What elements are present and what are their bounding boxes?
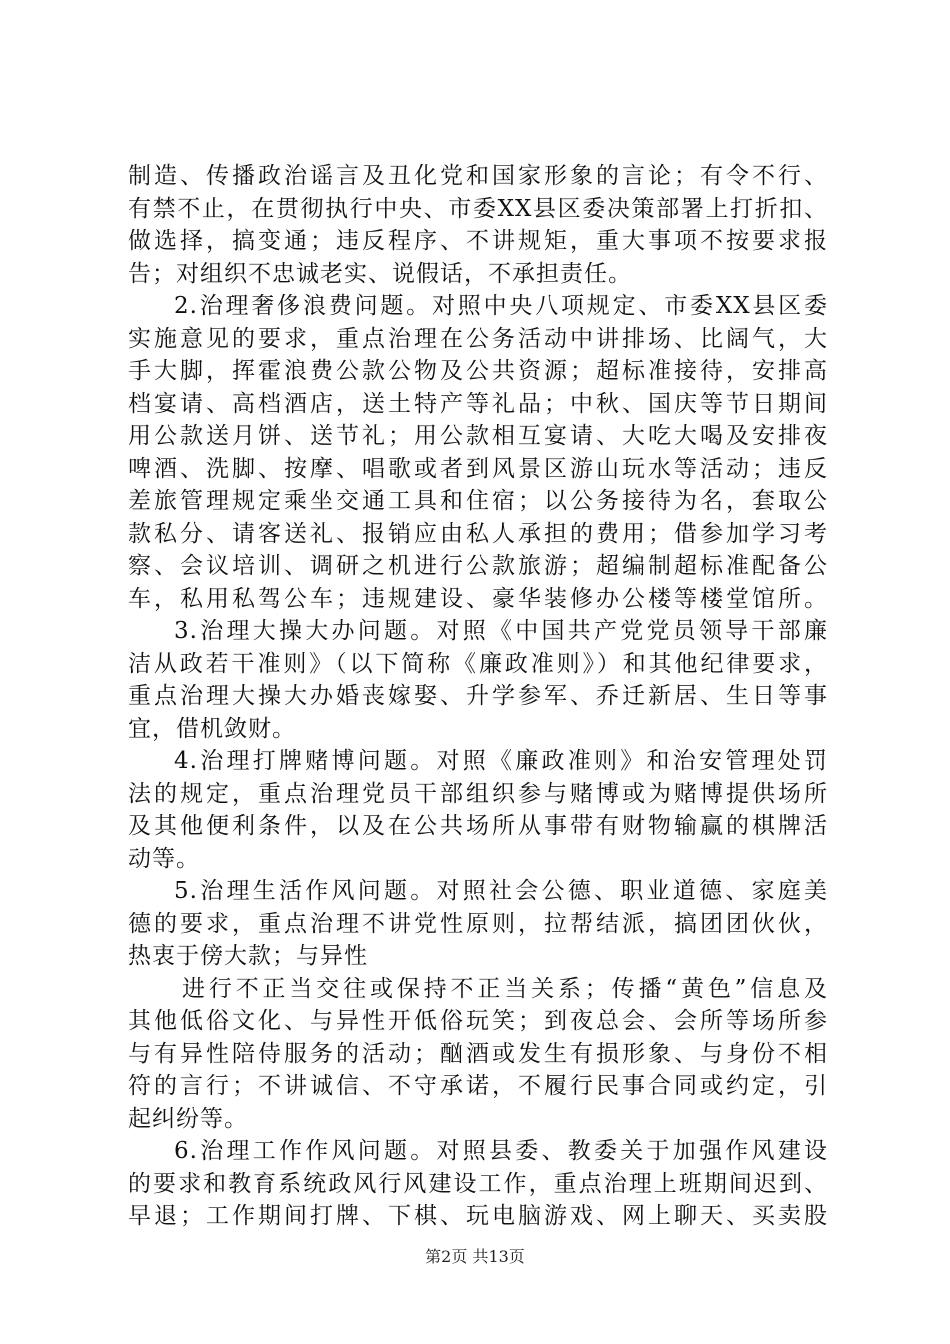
page-number-footer: 第2页 共13页 xyxy=(425,1247,525,1266)
text-line: 法的规定，重点治理党员干部组织参与赌博或为赌博提供场所 xyxy=(128,780,828,807)
text-line: 起纠纷等。 xyxy=(128,1105,248,1132)
text-line: 车，私用私驾公车；违规建设、豪华装修办公楼等楼堂馆所。 xyxy=(128,585,828,612)
text-line: 差旅管理规定乘坐交通工具和住宿；以公务接待为名，套取公 xyxy=(128,488,828,514)
text-line: 重点治理大操大办婚丧嫁娶、升学参军、乔迁新居、生日等事 xyxy=(128,683,828,709)
body-text xyxy=(128,160,828,1233)
text-line: 制造、传播政治谣言及丑化党和国家形象的言论；有令不行、 xyxy=(128,163,828,189)
text-line: 啤酒、洗脚、按摩、唱歌或者到风景区游山玩水等活动；违反 xyxy=(128,455,828,482)
text-line: 洁从政若干准则》（以下简称《廉政准则》）和其他纪律要求， xyxy=(128,650,828,677)
text-line: 德的要求，重点治理不讲党性原则，拉帮结派，搞团团伙伙， xyxy=(128,910,828,937)
text-line: 动等。 xyxy=(128,845,200,872)
paragraph-2-heading-line: 2.治理奢侈浪费问题。对照中央八项规定、市委XX县区委 xyxy=(174,293,828,319)
text-line: 手大脚，挥霍浪费公款公物及公共资源；超标准接待，安排高 xyxy=(128,358,828,384)
text-line: 其他低俗文化、与异性开低俗玩笑；到夜总会、会所等场所参 xyxy=(128,1008,828,1034)
text-line: 进行不正当交往或保持不正当关系；传播“黄色”信息及 xyxy=(182,975,828,1002)
text-line: 符的言行；不讲诚信、不守承诺，不履行民事合同或约定，引 xyxy=(128,1073,828,1099)
text-line: 及其他便利条件，以及在公共场所从事带有财物输赢的棋牌活 xyxy=(128,813,828,839)
text-line: 早退；工作期间打牌、下棋、玩电脑游戏、网上聊天、买卖股 xyxy=(128,1203,828,1229)
text-line: 用公款送月饼、送节礼；用公款相互宴请、大吃大喝及安排夜 xyxy=(128,423,828,449)
text-line: 与有异性陪侍服务的活动；酗酒或发生有损形象、与身份不相 xyxy=(128,1040,828,1067)
text-line: 察、会议培训、调研之机进行公款旅游；超编制超标准配备公 xyxy=(128,553,828,579)
paragraph-3-heading-line: 3.治理大操大办问题。对照《中国共产党党员领导干部廉 xyxy=(174,618,828,644)
text-line: 的要求和教育系统政风行风建设工作，重点治理上班期间迟到、 xyxy=(128,1170,828,1197)
text-line: 实施意见的要求，重点治理在公务活动中讲排场、比阔气，大 xyxy=(128,325,828,352)
paragraph-4-heading-line: 4.治理打牌赌博问题。对照《廉政准则》和治安管理处罚 xyxy=(174,748,828,774)
text-line: 做选择，搞变通；违反程序、不讲规矩，重大事项不按要求报 xyxy=(128,228,828,254)
text-line: 款私分、请客送礼、报销应由私人承担的费用；借参加学习考 xyxy=(128,520,828,547)
text-line: 告；对组织不忠诚老实、说假话，不承担责任。 xyxy=(128,260,632,287)
paragraph-6-heading-line: 6.治理工作作风问题。对照县委、教委关于加强作风建设 xyxy=(174,1138,828,1164)
text-line: 热衷于傍大款；与异性 xyxy=(128,943,368,969)
text-line: 有禁不止，在贯彻执行中央、市委XX县区委决策部署上打折扣、 xyxy=(128,195,828,222)
text-line: 档宴请、高档酒店，送土特产等礼品；中秋、国庆等节日期间 xyxy=(128,390,828,417)
text-line: 宜，借机敛财。 xyxy=(128,715,296,742)
paragraph-5-heading-line: 5.治理生活作风问题。对照社会公德、职业道德、家庭美 xyxy=(174,878,828,904)
